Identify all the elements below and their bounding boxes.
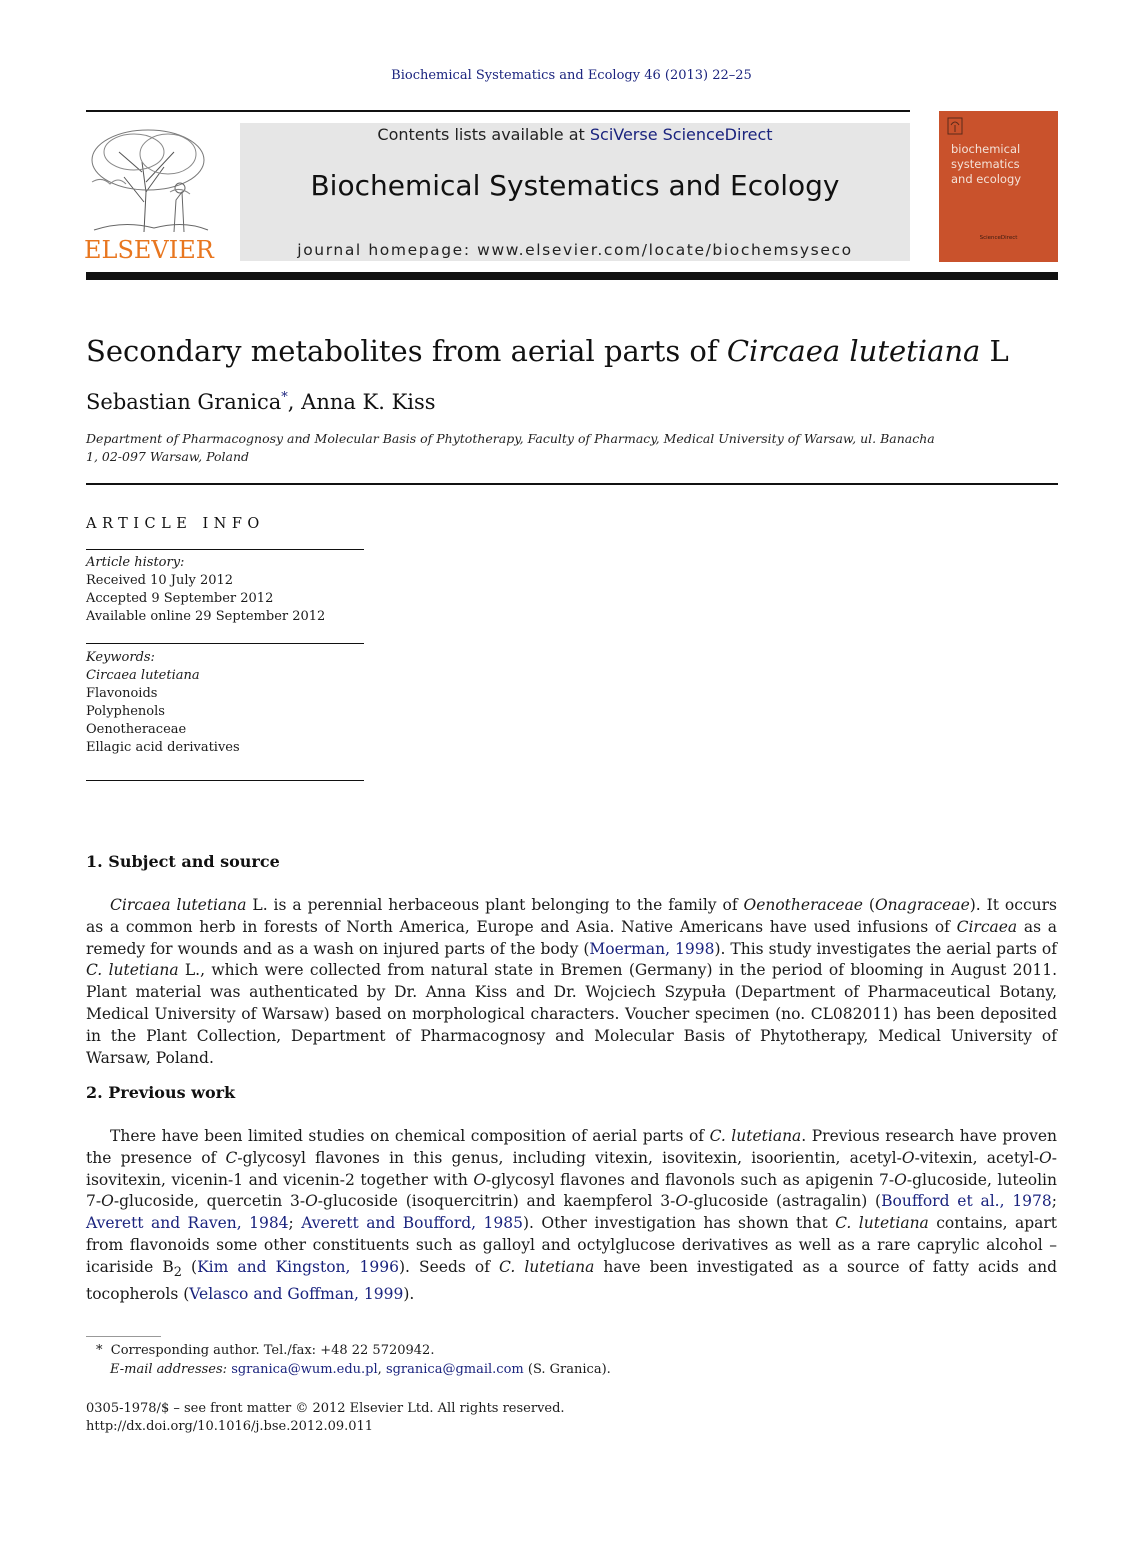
section-2-heading: 2. Previous work (86, 1083, 236, 1102)
journal-masthead (240, 123, 910, 261)
author-1[interactable]: Sebastian Granica (86, 390, 282, 414)
title-suffix: L (980, 334, 1009, 368)
cover-sciencedirect: ScienceDirect (979, 235, 1018, 241)
email-label: E-mail addresses: (110, 1362, 228, 1377)
article-history (86, 554, 325, 626)
section-1-heading: 1. Subject and source (86, 852, 280, 871)
cover-title-line-2: systematics (951, 157, 1020, 171)
contents-prefix: Contents lists available at (377, 125, 590, 144)
section-rule (86, 483, 1058, 485)
email-link-2[interactable]: sgranica@gmail.com (385, 1362, 524, 1377)
journal-title: Biochemical Systematics and Ecology (310, 169, 840, 202)
doi-link[interactable]: http://dx.doi.org/10.1016/j.bse.2012.09.011 (86, 1419, 374, 1434)
elsevier-tree-icon (84, 122, 212, 234)
footnote-rule (86, 1336, 161, 1337)
article-info-heading: ARTICLE INFO (86, 516, 265, 532)
info-rule-2 (86, 643, 364, 644)
corresponding-footnote: * Corresponding author. Tel./fax: +48 22 5720942. (96, 1343, 435, 1358)
keyword-item: Flavonoids (86, 686, 158, 701)
corresponding-mark[interactable]: * (281, 390, 288, 405)
authors (86, 390, 436, 414)
ref-link[interactable]: Moerman, 1998 (589, 939, 715, 958)
header-thick-rule (86, 272, 1058, 280)
cover-title-line-3: and ecology (951, 172, 1022, 186)
title-species: Circaea lutetiana (726, 334, 981, 368)
history-online: Available online 29 September 2012 (86, 609, 326, 624)
email-suffix: (S. Granica). (523, 1362, 611, 1377)
history-accepted: Accepted 9 September 2012 (86, 591, 274, 606)
keyword-item: Ellagic acid derivatives (86, 740, 240, 755)
section-1-paragraph: Circaea lutetiana L. is a perennial herbaceous plant belonging to the family of Oenotheraceae (Onagraceae). It occurs as a common herb in forests of North America, Europe and Asia. Native Americans have used infusions of Circaea as a remedy for wounds and as a wash on injured parts of the body (Moerman, 1998). This study investigates the aerial parts of C. lutetiana L., which were collected from natural state in Bremen (Germany) in the period of blooming in August 2011. Plant material was authenticated by Dr. Anna Kiss and Dr. Wojciech Szypuła (Department of Pharmaceutical Botany, Medical University of Warsaw) based on morphological characters. Voucher specimen (no. CL082011) has been deposited in the Plant Collection, Department of Pharmacognosy and Molecular Basis of Phytotherapy, Medical University of Warsaw, Poland. (86, 896, 1057, 1067)
title-prefix: Secondary metabolites from aerial parts of (86, 334, 727, 368)
affiliation: Department of Pharmacognosy and Molecular Basis of Phytotherapy, Faculty of Pharmacy, Medical University of Warsaw, ul. Banacha 1, 02-097 Warsaw, Poland (86, 431, 935, 464)
contents-line (240, 125, 910, 144)
email-link-1[interactable]: sgranica@wum.edu.pl (231, 1362, 378, 1377)
cover-title (951, 142, 1021, 187)
email-footnote: E-mail addresses: sgranica@wum.edu.pl, sgranica@gmail.com (S. Granica). (110, 1362, 611, 1377)
history-received: Received 10 July 2012 (86, 573, 234, 588)
keyword-item: Oenotheraceae (86, 722, 187, 737)
ref-link[interactable]: Averett and Boufford, 1985 (301, 1214, 523, 1233)
author-2[interactable]: , Anna K. Kiss (287, 390, 436, 414)
copyright-line: 0305-1978/$ – see front matter © 2012 Elsevier Ltd. All rights reserved. (86, 1401, 565, 1416)
keyword-item: Polyphenols (86, 704, 165, 719)
journal-citation[interactable]: Biochemical Systematics and Ecology 46 (2013) 22–25 (391, 68, 752, 83)
ref-link[interactable]: Kim and Kingston, 1996 (197, 1257, 399, 1276)
info-rule-1 (86, 549, 364, 550)
keywords (86, 649, 240, 757)
elsevier-logo (84, 122, 212, 264)
elsevier-wordmark: ELSEVIER (84, 236, 214, 264)
sciencedirect-link[interactable]: SciVerse ScienceDirect (589, 125, 773, 144)
header-rule (86, 110, 910, 112)
ref-link[interactable]: Boufford et al., 1978 (881, 1192, 1052, 1211)
corresponding-text: Corresponding author. Tel./fax: +48 22 5720942. (110, 1343, 435, 1358)
info-rule-3 (86, 780, 364, 781)
ref-link[interactable]: Averett and Raven, 1984 (86, 1214, 289, 1233)
journal-homepage-link[interactable]: journal homepage: www.elsevier.com/locate/biochemsyseco (297, 241, 853, 259)
keyword-item: Circaea lutetiana (86, 668, 200, 683)
journal-cover[interactable] (939, 111, 1058, 262)
section-2-paragraph: There have been limited studies on chemical composition of aerial parts of C. lutetiana. Previous research have proven the presence of C-glycosyl flavones in this genus, including vitexin, isovitexin, isoorientin, acetyl-O-vitexin, acetyl-O-isovitexin, vicenin-1 and vicenin-2 together with O-glycosyl flavones and flavonols such as apigenin 7-O-glucoside, luteolin 7-O-glucoside, quercetin 3-O-glucoside (isoquercitrin) and kaempferol 3-O-glucoside (astragalin) (Boufford et al., 1978; Averett and Raven, 1984; Averett and Boufford, 1985). Other investigation has shown that C. lutetiana contains, apart from flavonoids some other constituents such as galloyl and octylglucose derivatives as well as a rare caprylic alcohol – icariside $B_2$ (Kim and Kingston, 1996). Seeds of C. lutetiana have been investigated as a source of fatty acids and tocopherols (Velasco and Goffman, 1999). (86, 1127, 1058, 1303)
article-title (86, 334, 1009, 368)
cover-title-line-1: biochemical (951, 142, 1021, 156)
ref-link[interactable]: Velasco and Goffman, 1999 (189, 1284, 404, 1303)
cover-logo-icon (947, 117, 963, 135)
keywords-label: Keywords: (86, 650, 155, 665)
history-label: Article history: (86, 555, 185, 570)
